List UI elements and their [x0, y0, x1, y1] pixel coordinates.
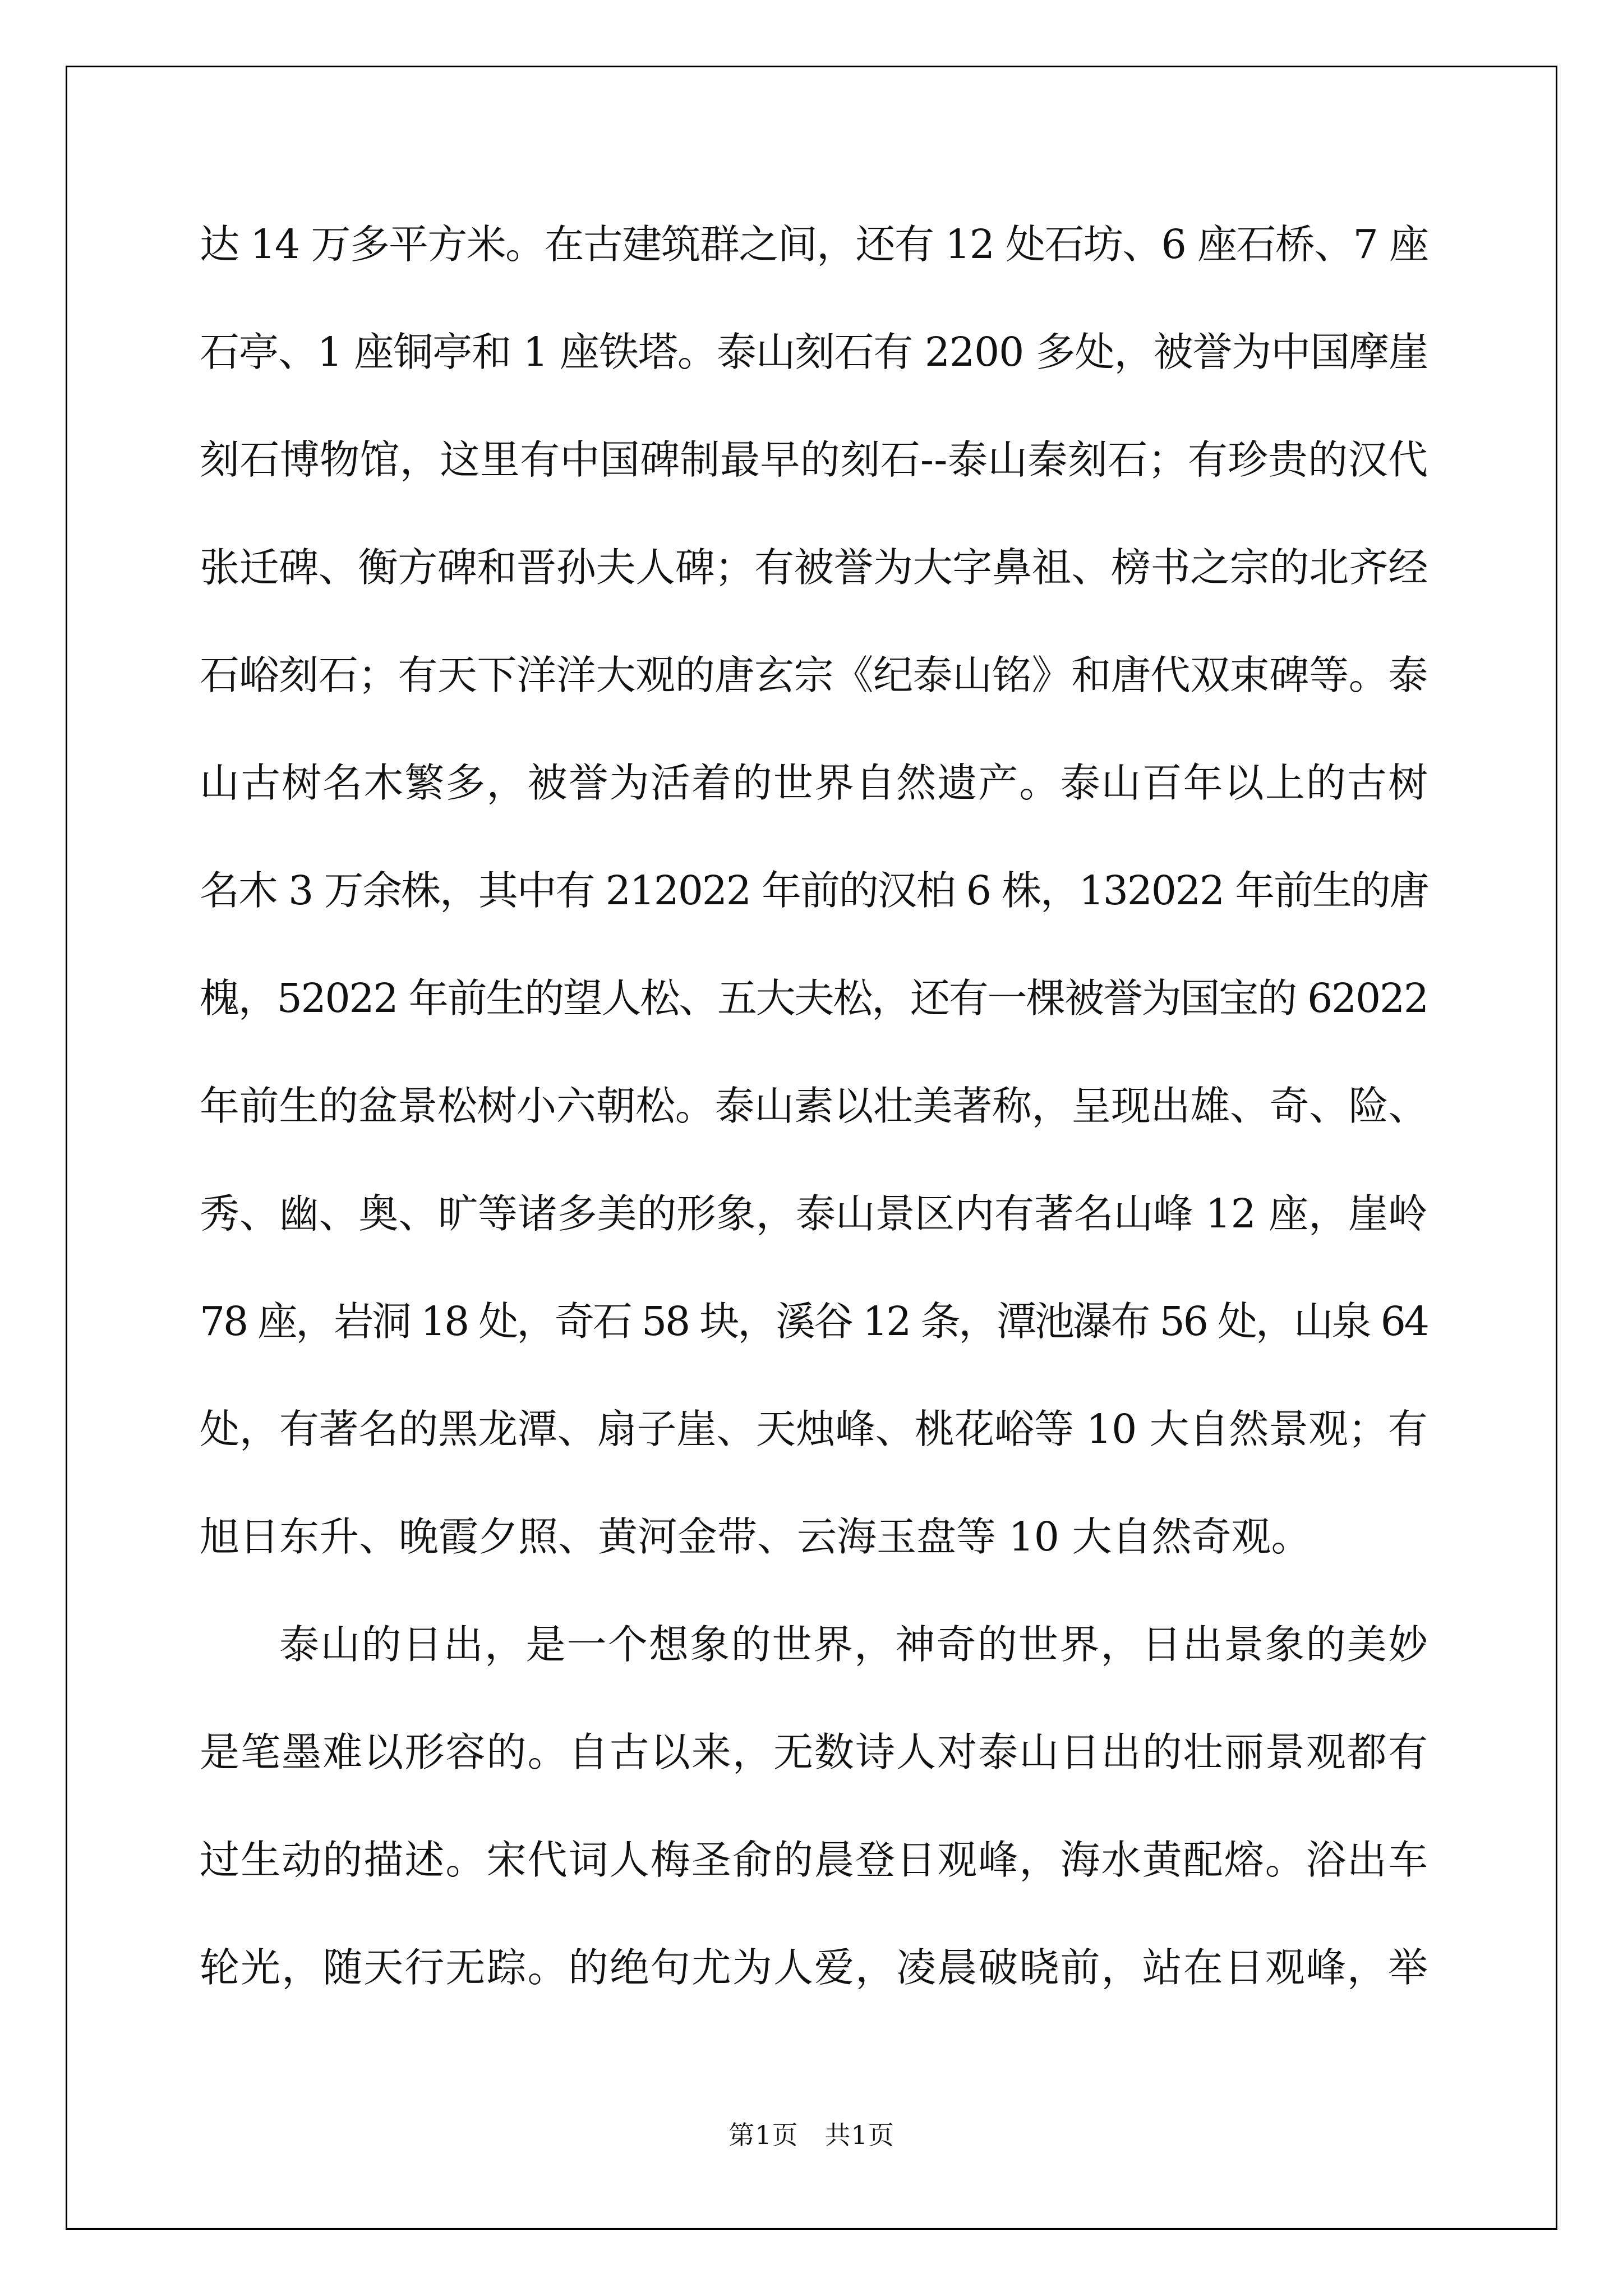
- text-line: 刻石博物馆，这里有中国碑制最早的刻石--泰山秦刻石；有珍贵的汉代: [200, 436, 1428, 483]
- text-line: 山古树名木繁多，被誉为活着的世界自然遗产。泰山百年以上的古树: [200, 760, 1430, 806]
- text-line: 泰山的日出，是一个想象的世界，神奇的世界，日出景象的美妙: [279, 1621, 1430, 1668]
- paragraph-1: [200, 211, 1428, 1611]
- text-line: 轮光，随天行无踪。的绝句尤为人爱，凌晨破晓前，站在日观峰，举: [200, 1944, 1430, 1991]
- text-line: 秀、幽、奥、旷等诸多美的形象，泰山景区内有著名山峰 12 座，崖岭: [200, 1190, 1428, 1237]
- text-line: 旭日东升、晚霞夕照、黄河金带、云海玉盘等 10 大自然奇观。: [200, 1513, 1311, 1560]
- text-line: 处，有著名的黑龙潭、扇子崖、天烛峰、桃花峪等 10 大自然景观；有: [200, 1406, 1428, 1452]
- paragraph-2: [200, 1611, 1428, 2042]
- text-line: 是笔墨难以形容的。自古以来，无数诗人对泰山日出的壮丽景观都有: [200, 1729, 1430, 1775]
- text-line: 石峪刻石；有天下洋洋大观的唐玄宗《纪泰山铭》和唐代双束碑等。泰: [200, 652, 1428, 698]
- text-line: 张迁碑、衡方碑和晋孙夫人碑；有被誉为大字鼻祖、榜书之宗的北齐经: [200, 544, 1428, 591]
- document-body: [200, 211, 1428, 2042]
- text-line: 名木 3 万余株，其中有 212022 年前的汉柏 6 株，132022 年前生的唐: [200, 867, 1428, 914]
- text-line: 过生动的描述。宋代词人梅圣俞的晨登日观峰，海水黄配熔。浴出车: [200, 1837, 1430, 1883]
- text-line: 达 14 万多平方米。在古建筑群之间，还有 12 处石坊、6 座石桥、7 座: [200, 221, 1428, 268]
- page-footer: 第1页 共1页: [728, 2120, 895, 2150]
- text-line: 年前生的盆景松树小六朝松。泰山素以壮美著称，呈现出雄、奇、险、: [200, 1083, 1428, 1129]
- text-line: 78 座，岩洞 18 处，奇石 58 块，溪谷 12 条，潭池瀑布 56 处，山泉 64: [200, 1298, 1428, 1345]
- text-line: 石亭、1 座铜亭和 1 座铁塔。泰山刻石有 2200 多处，被誉为中国摩崖: [200, 329, 1428, 375]
- text-line: 槐，52022 年前生的望人松、五大夫松，还有一棵被誉为国宝的 62022: [200, 975, 1428, 1022]
